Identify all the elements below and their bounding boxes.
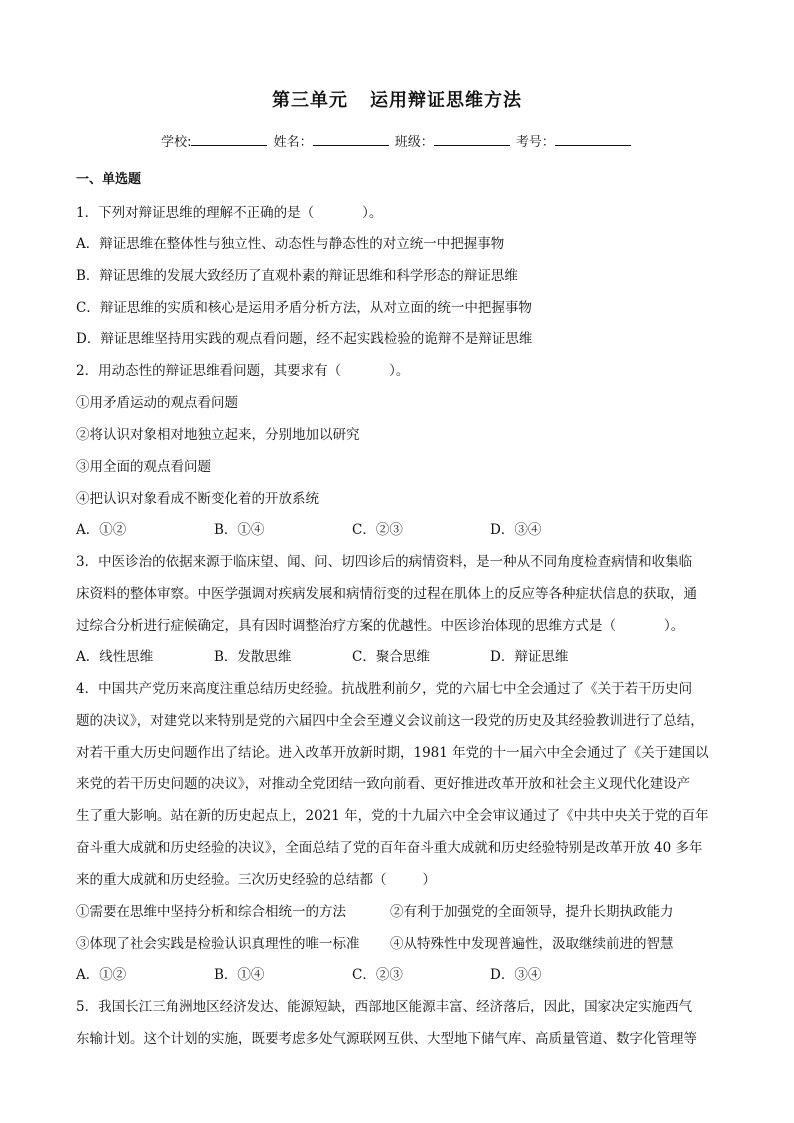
question-3-line-3: 过综合分析进行症候确定，具有因时调整治疗方案的优越性。中医诊治体现的思维方式是（ ）。	[76, 618, 685, 634]
question-4-option-b: B．①④	[214, 967, 265, 983]
question-2-option-b: B．①④	[214, 522, 265, 538]
question-1-option-d: D．辩证思维坚持用实践的观点看问题，经不起实践检验的诡辩不是辩证思维	[76, 331, 533, 347]
school-field[interactable]	[191, 133, 267, 146]
question-2-statement-3: ③用全面的观点看问题	[76, 459, 211, 475]
question-4-line-4: 来党的若干历史问题的决议》，对推动全党团结一致向前看、更好推进改革开放和社会主义现代化建设产	[76, 776, 691, 792]
school-label: 学校:	[161, 135, 192, 150]
question-4-statement-4: ④从特殊性中发现普遍性，汲取继续前进的智慧	[390, 936, 674, 952]
question-2-statement-4: ④把认识对象看成不断变化着的开放系统	[76, 491, 319, 507]
question-4-line-2: 题的决议》，对建党以来特别是党的六届四中全会至遵义会议前这一段党的历史及其经验教训进行了总结，	[76, 713, 704, 729]
question-4-line-7: 来的重大成就和历史经验。三次历史经验的总结都（ ）	[76, 872, 436, 888]
question-2-option-a: A．①②	[76, 522, 127, 538]
question-5-line-2: 东输计划。这个计划的实施，既要考虑多处气源联网互供、大型地下储气库、高质量管道、数字化管理等	[76, 1031, 697, 1047]
question-1-option-b: B．辩证思维的发展大致经历了直观朴素的辩证思维和科学形态的辩证思维	[76, 268, 518, 284]
question-4-option-d: D．③④	[490, 967, 542, 983]
title-unit: 第三单元	[272, 90, 348, 111]
question-4-line-1: 4．中国共产党历来高度注重总结历史经验。抗战胜利前夕，党的六届七中全会通过了《关于若干历史问	[76, 681, 693, 697]
question-2-option-d: D．③④	[490, 522, 542, 538]
question-2-statement-2: ②将认识对象相对地独立起来，分别地加以研究	[76, 427, 360, 443]
question-5-line-1: 5．我国长江三角洲地区经济发达、能源短缺，西部地区能源丰富、经济落后，因此，国家决定实施西气	[76, 999, 693, 1015]
student-info-line	[0, 131, 794, 150]
question-4-option-c: C．②③	[352, 967, 403, 983]
title-topic: 运用辩证思维方法	[370, 90, 522, 111]
question-2-option-c: C．②③	[352, 522, 403, 538]
question-4-option-a: A．①②	[76, 967, 127, 983]
name-label: 姓名：	[273, 135, 313, 150]
class-field[interactable]	[434, 133, 510, 146]
class-label: 班级：	[394, 135, 434, 150]
question-4-statement-3: ③体现了社会实践是检验认识真理性的唯一标准	[76, 936, 360, 952]
exam-number-label: 考号：	[515, 135, 555, 150]
question-4-line-3: 对若干重大历史问题作出了结论。进入改革开放新时期，1981 年党的十一届六中全会通过了《关于建国以	[76, 745, 709, 761]
question-1-stem: 1．下列对辩证思维的理解不正确的是（ ）。	[76, 205, 383, 221]
question-4-line-5: 生了重大影响。站在新的历史起点上，2021 年，党的十九届六中全会审议通过了《中共中央关于党的百年	[76, 808, 709, 824]
question-3-option-b: B．发散思维	[214, 649, 292, 665]
question-3-option-d: D．辩证思维	[490, 649, 569, 665]
question-2-statement-1: ①用矛盾运动的观点看问题	[76, 395, 238, 411]
question-1-option-c: C．辩证思维的实质和核心是运用矛盾分析方法，从对立面的统一中把握事物	[76, 300, 532, 316]
question-3-option-a: A．线性思维	[76, 649, 154, 665]
page-title	[0, 86, 794, 112]
question-4-statement-2: ②有利于加强党的全面领导，提升长期执政能力	[390, 904, 674, 920]
question-4-statement-1: ①需要在思维中坚持分析和综合相统一的方法	[76, 904, 346, 920]
question-2-stem: 2．用动态性的辩证思维看问题，其要求有（ ）。	[76, 363, 410, 379]
question-3-line-2: 床资料的整体审察。中医学强调对疾病发展和病情衍变的过程在肌体上的反应等各种症状信息的获取，通	[76, 586, 697, 602]
question-3-option-c: C．聚合思维	[352, 649, 430, 665]
name-field[interactable]	[313, 133, 389, 146]
exam-number-field[interactable]	[555, 133, 631, 146]
question-3-line-1: 3．中医诊治的依据来源于临床望、闻、问、切四诊后的病情资料，是一种从不同角度检查病情和收集临	[76, 554, 693, 570]
question-1-option-a: A．辩证思维在整体性与独立性、动态性与静态性的对立统一中把握事物	[76, 236, 505, 252]
section-heading: 一、单选题	[76, 172, 142, 187]
question-4-line-6: 奋斗重大成就和历史经验的决议》，全面总结了党的百年奋斗重大成就和历史经验特别是改革开放 40 多年	[76, 840, 703, 856]
